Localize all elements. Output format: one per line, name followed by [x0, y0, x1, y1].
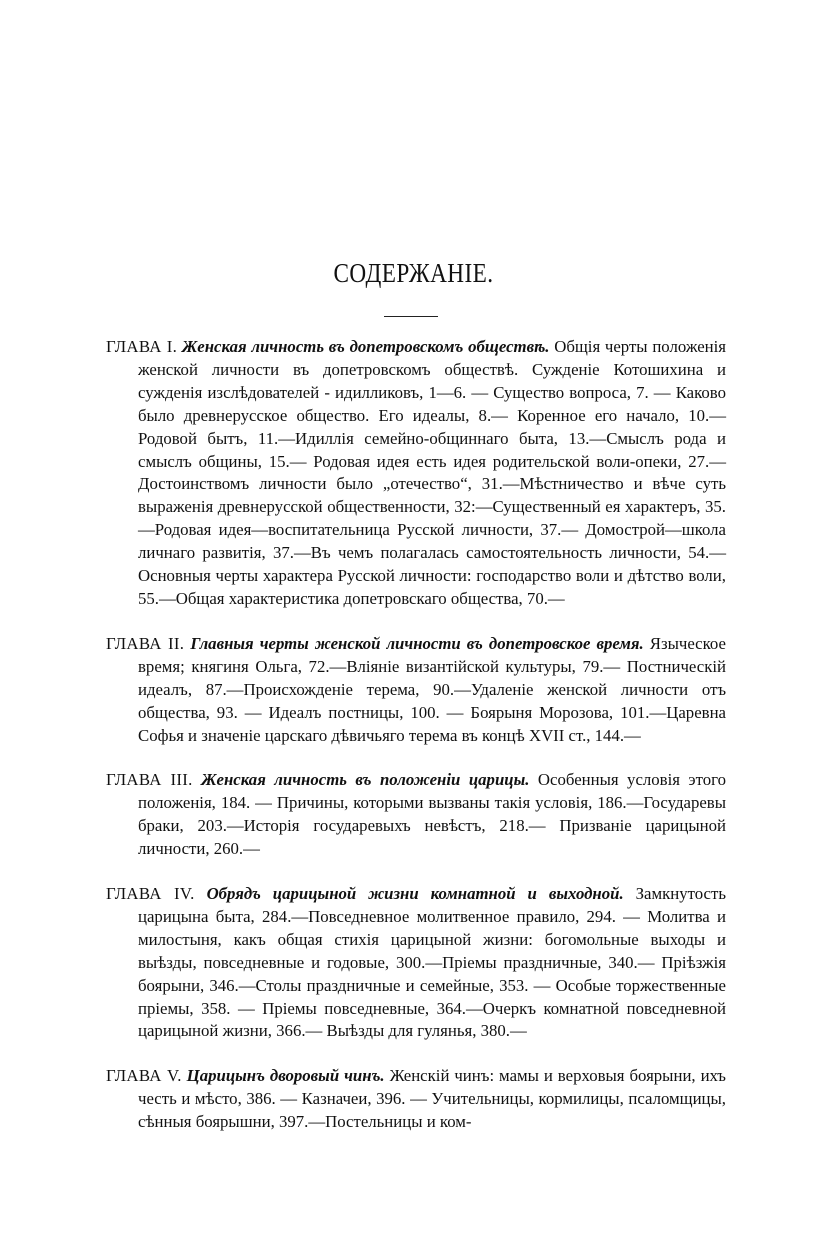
chapter-entry-3 [106, 769, 726, 861]
chapter-title: Царицынъ дворовый чинъ. [186, 1066, 385, 1086]
chapter-title: Главныя черты женской личности въ допетровское время. [190, 633, 644, 653]
chapter-title: Женская личность въ положеніи царицы. [201, 770, 530, 790]
title-divider [384, 316, 438, 317]
chapter-entry-4 [106, 883, 726, 1043]
chapter-text: Женскій чинъ: мамы и верховыя боярыни, ихъ честь и мѣсто, 386. — Казначеи, 396. — Учительницы, кормилицы, псаломщицы, сѣнныя боярышни, 397.—Постельницы и ком- [138, 1066, 726, 1132]
table-of-contents [106, 336, 726, 1134]
chapter-label: ГЛАВА III. [106, 770, 193, 790]
chapter-title: Женская личность въ допетровскомъ обществѣ. [181, 337, 550, 356]
chapter-entry-2 [106, 633, 726, 748]
chapter-label: ГЛАВА IV. [106, 884, 195, 904]
chapter-text: Общія черты положенія женской личности въ допетровскомъ обществѣ. Сужденіе Котошихина и сужденія изслѣдователей - идилликовъ, 1—6. — Существо вопроса, 7. — Каково было древнерусское общество. Его идеалы, 8.— Коренное его начало, 10.—Родовой бытъ, 11.—Идиллія семейно-общиннаго быта, 13.—Смыслъ рода и смыслъ общины, 15.— Родовая идея есть идея родительской воли-опеки, 27.—Достоинствомъ личности было „отечество“, 31.—Мѣстничество и вѣче суть выраженія древнерусской общественности, 32:—Существенный ея характеръ, 35.—Родовая идея—воспитательница Русской личности, 37.— Домострой—школа личнаго развитія, 37.—Въ чемъ полагалась самостоятельность личности, 54.— Основныя черты характера Русской личности: господарство воли и дѣтство воли, 55.—Общая характеристика допетровскаго общества, 70.— [138, 337, 727, 608]
chapter-label: ГЛАВА V. [106, 1066, 182, 1086]
chapter-label: ГЛАВА I. [106, 337, 178, 356]
chapter-text: Особенныя условія этого положенія, 184. — Причины, которыми вызваны такія условія, 186.—Государевы браки, 203.—Исторія государевыхъ невѣстъ, 218.— Призваніе царицыной личности, 260.— [138, 770, 726, 859]
chapter-entry-1 [106, 336, 726, 611]
chapter-label: ГЛАВА II. [106, 633, 185, 653]
chapter-text: Замкнутость царицына быта, 284.—Повседневное молитвенное правило, 294. — Молитва и милостыня, какъ общая стихія царицыной жизни: богомольные выходы и выѣзды, повседневные и годовые, 300.—Пріемы праздничные, 340.— Пріѣзжія боярыни, 346.—Столы праздничные и семейные, 353. — Особые торжественные пріемы, 358. — Пріемы повседневные, 364.—Очеркъ комнатной повседневной царицыной жизни, 366.— Выѣзды для гулянья, 380.— [138, 884, 726, 1041]
page-title: СОДЕРЖАНІЕ. [333, 258, 494, 288]
chapter-title: Обрядъ царицыной жизни комнатной и выходной. [206, 884, 624, 904]
chapter-text: Языческое время; княгиня Ольга, 72.—Вліяніе византійской культуры, 79.— Постническій идеалъ, 87.—Происхожденіе терема, 90.—Удаленіе женской личности отъ общества, 93. — Идеалъ постницы, 100. — Боярыня Морозова, 101.—Царевна Софья и значеніе царскаго дѣвичьяго терема въ концѣ XVII ст., 144.— [138, 633, 726, 745]
chapter-entry-5 [106, 1065, 726, 1134]
